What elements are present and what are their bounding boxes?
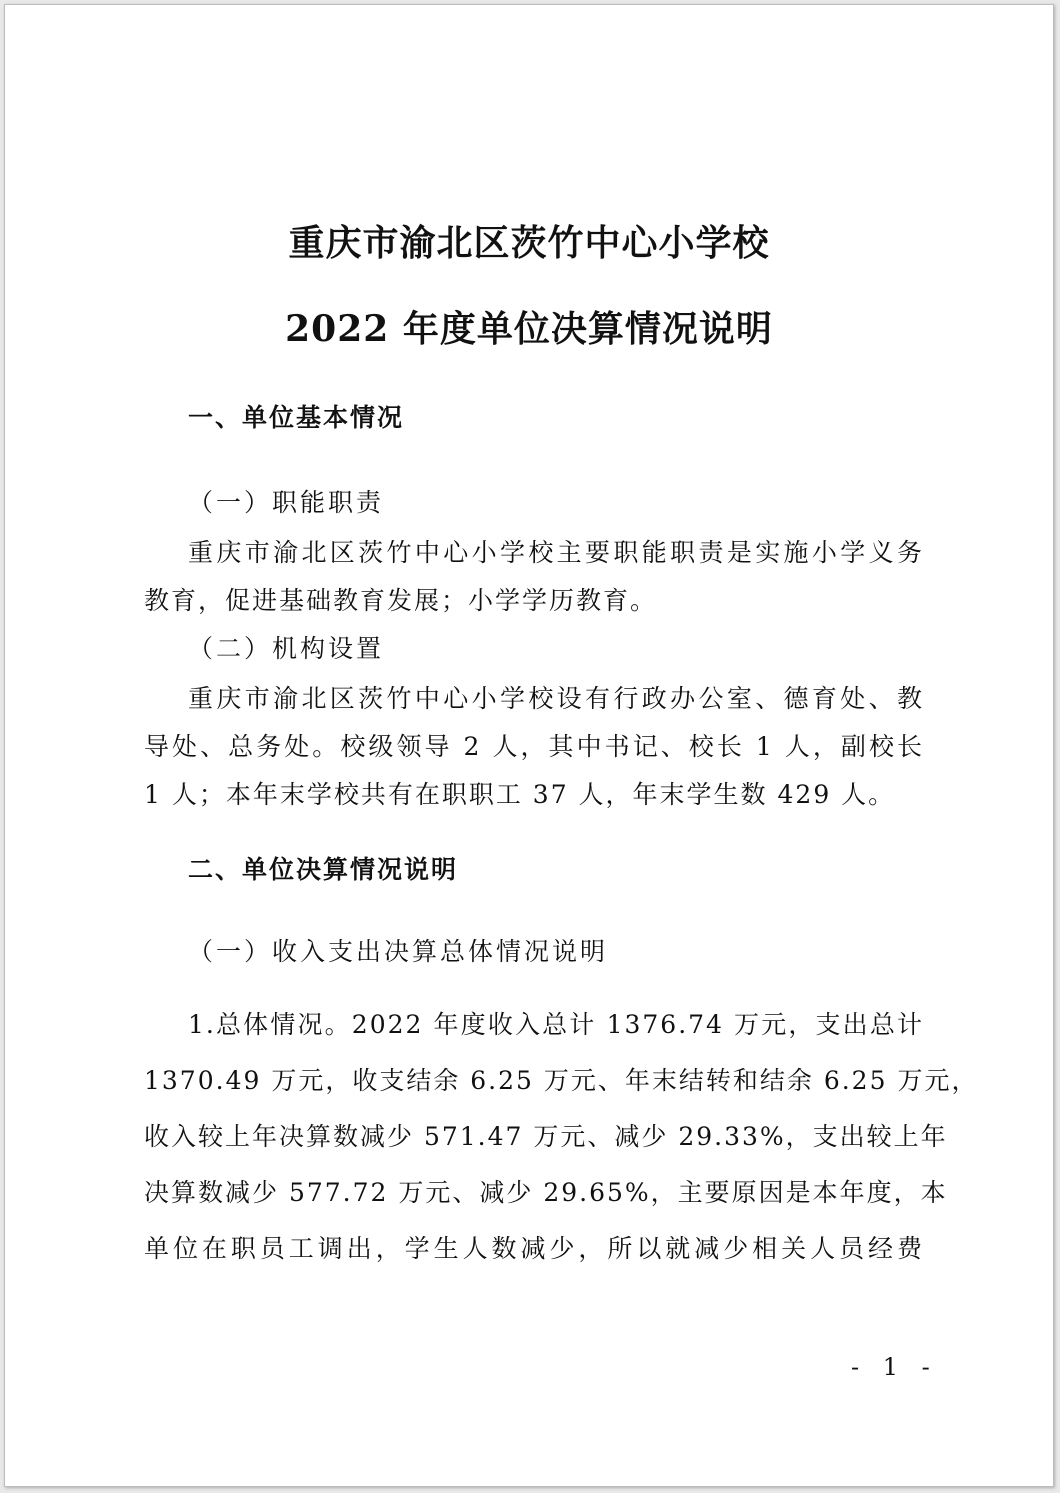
section-1-sub-2-heading: （二）机构设置 — [188, 634, 385, 663]
document-title-line-1: 重庆市渝北区茨竹中心小学校 — [288, 222, 770, 264]
paragraph-line: 导处、总务处。校级领导 2 人，其中书记、校长 1 人，副校长 — [144, 732, 924, 761]
paragraph-line: 单位在职员工调出，学生人数减少，所以就减少相关人员经费 — [144, 1234, 924, 1263]
document-title-line-2: 2022 年度单位决算情况说明 — [285, 308, 773, 350]
paragraph-line: 1.总体情况。2022 年度收入总计 1376.74 万元，支出总计 — [188, 1010, 924, 1039]
section-2-sub-1-paragraph — [144, 997, 979, 1277]
section-1-sub-2-paragraph — [144, 675, 924, 819]
paragraph-line: 决算数减少 577.72 万元、减少 29.65%，主要原因是本年度，本 — [144, 1178, 948, 1207]
paragraph-line: 1 人；本年末学校共有在职职工 37 人，年末学生数 429 人。 — [144, 780, 896, 809]
section-1-heading: 一、单位基本情况 — [188, 403, 405, 432]
section-1-sub-1-paragraph — [144, 529, 924, 625]
paragraph-line: 重庆市渝北区茨竹中心小学校设有行政办公室、德育处、教 — [188, 684, 924, 713]
paragraph-line: 重庆市渝北区茨竹中心小学校主要职能职责是实施小学义务 — [188, 538, 924, 567]
paragraph-line: 教育，促进基础教育发展；小学学历教育。 — [144, 586, 658, 615]
document-page — [4, 4, 1054, 1487]
section-2-sub-1-heading: （一）收入支出决算总体情况说明 — [188, 937, 609, 966]
paragraph-line: 收入较上年决算数减少 571.47 万元、减少 29.33%，支出较上年 — [144, 1122, 948, 1151]
section-2-heading: 二、单位决算情况说明 — [188, 855, 459, 884]
page-number: - 1 - — [851, 1353, 938, 1381]
paragraph-line: 1370.49 万元，收支结余 6.25 万元、年末结转和结余 6.25 万元， — [144, 1066, 979, 1095]
section-1-sub-1-heading: （一）职能职责 — [188, 488, 385, 517]
